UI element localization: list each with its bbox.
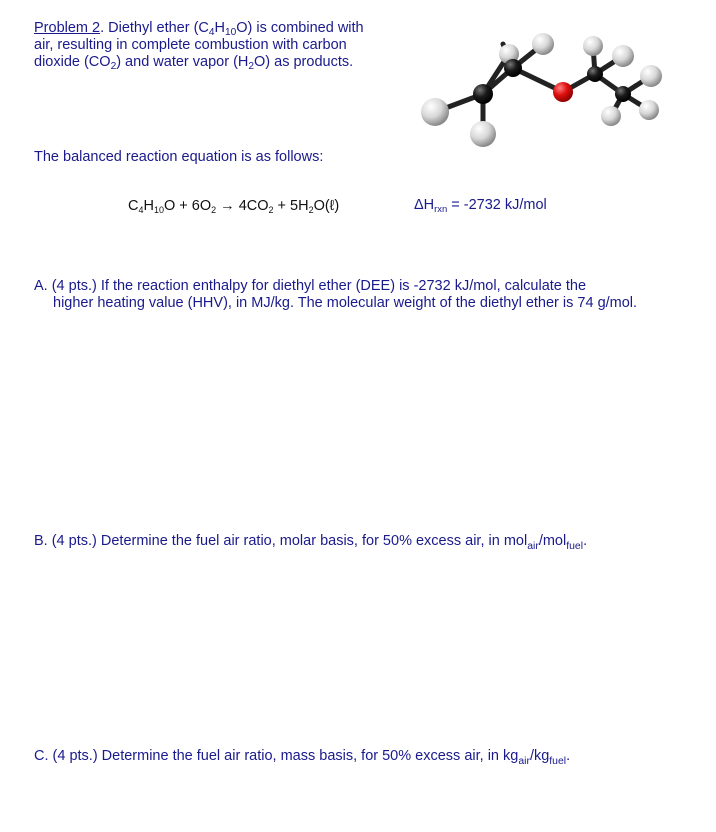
reaction-equation: $C_4H_{10}O + 6O_2 \to 4CO_2$ + $5H_2O(\ell)$ <box>128 198 340 216</box>
question-b: B. (4 pts.) Determine the fuel air ratio, molar basis, for 50% excess air, in mol$_{air}$/mol$_{fuel}$. <box>34 533 588 553</box>
question-c: C. (4 pts.) Determine the fuel air ratio, mass basis, for 50% excess air, in $kg_{air}/kg_{fuel}$. <box>34 748 571 768</box>
diethyl-ether-molecule-image <box>405 16 675 166</box>
balanced-equation-label: The balanced reaction equation is as follows: <box>34 149 324 165</box>
problem-label: Problem 2 <box>34 20 101 36</box>
question-a: A. (4 pts.) If the reaction enthalpy for diethyl ether (DEE) is -2732 kJ/mol, calculate the higher heating value (HHV), in MJ/kg. The molecular weight of the diethyl ether is 74 g/mol. <box>34 278 638 311</box>
problem-intro: Problem 2. Diethyl ether $(C_4H_{10}O)$ is combined with air, resulting in complete combustion with carbon dioxide $(CO_2)$ and water vapor $(H_2O)$ as products. <box>34 20 364 73</box>
reaction-enthalpy: $\Delta H_{rxn} = -2732$ kJ/mol <box>414 197 547 214</box>
